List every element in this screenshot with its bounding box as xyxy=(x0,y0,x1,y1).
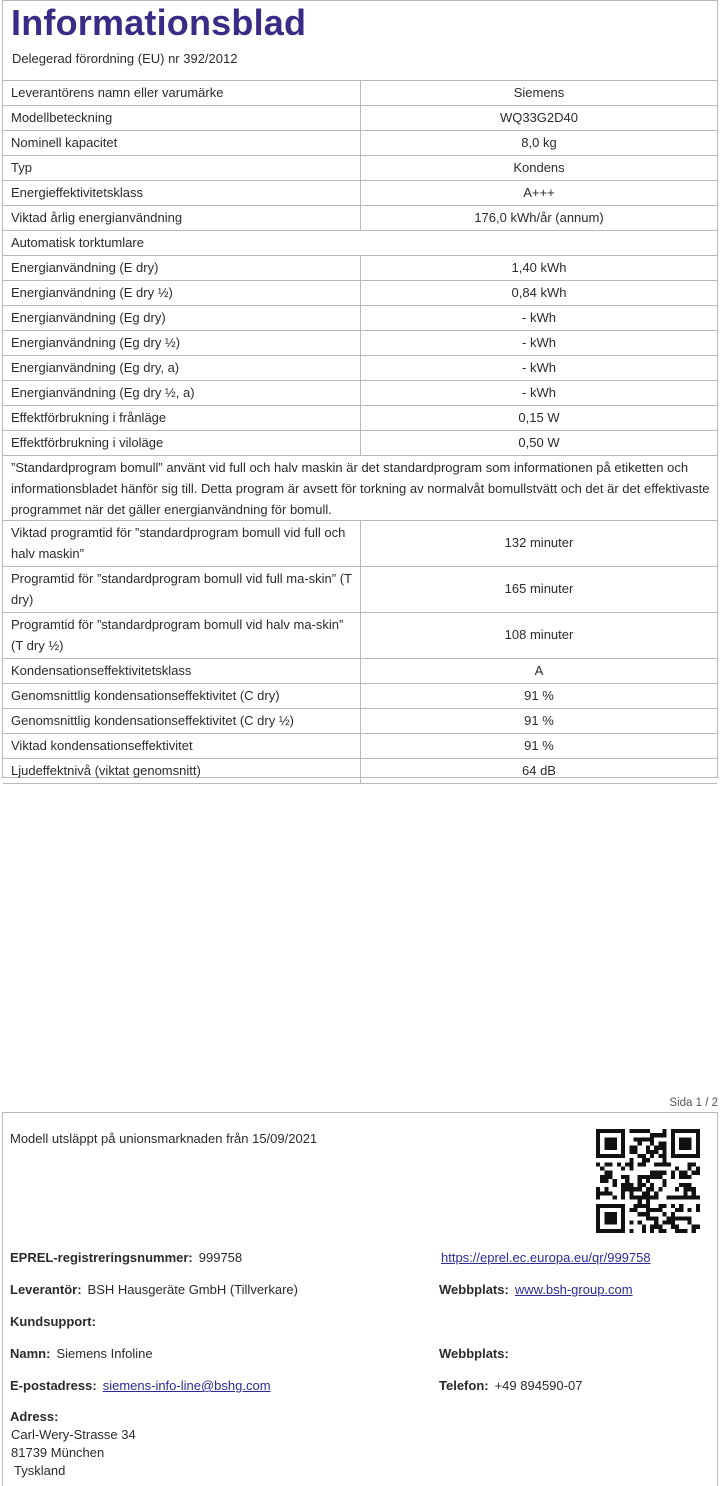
row-value: 0,84 kWh xyxy=(361,281,718,306)
regulation-subtitle: Delegerad förordning (EU) nr 392/2012 xyxy=(12,51,238,66)
phone-row xyxy=(439,1378,582,1393)
phone-number: +49 894590-07 xyxy=(494,1378,583,1393)
row-value: 64 dB xyxy=(361,759,718,784)
table-row xyxy=(3,709,717,734)
row-value: 91 % xyxy=(361,709,718,734)
table-row xyxy=(3,156,717,181)
row-label: Energianvändning (E dry ½) xyxy=(3,281,361,306)
supplier-name: BSH Hausgeräte GmbH (Tillverkare) xyxy=(87,1282,298,1297)
row-label: Energianvändning (Eg dry ½) xyxy=(3,331,361,356)
support-website-label: Webbplats: xyxy=(439,1346,509,1361)
row-value: 132 minuter xyxy=(361,521,718,567)
row-label: Energieffektivitetsklass xyxy=(3,181,361,206)
row-value: 176,0 kWh/år (annum) xyxy=(361,206,718,231)
row-value: - kWh xyxy=(361,381,718,406)
table-row xyxy=(3,356,717,381)
row-value: 0,50 W xyxy=(361,431,718,456)
row-label: Energianvändning (Eg dry, a) xyxy=(3,356,361,381)
row-value: 8,0 kg xyxy=(361,131,718,156)
page-title: Informationsblad xyxy=(11,2,307,43)
table-row xyxy=(3,131,717,156)
row-value: 165 minuter xyxy=(361,567,718,613)
release-date: Modell utsläppt på unionsmarknaden från 15/09/2021 xyxy=(10,1131,318,1146)
eprel-link[interactable]: https://eprel.ec.europa.eu/qr/999758 xyxy=(441,1250,651,1265)
address-country: Tyskland xyxy=(14,1463,66,1478)
row-value: - kWh xyxy=(361,356,718,381)
support-name-row xyxy=(10,1346,153,1361)
table-row xyxy=(3,613,717,659)
row-value: 91 % xyxy=(361,734,718,759)
spec-table xyxy=(3,80,717,784)
email-row xyxy=(10,1378,271,1393)
table-row xyxy=(3,106,717,131)
table-row xyxy=(3,567,717,613)
address-label: Adress: xyxy=(10,1409,59,1424)
footer-panel xyxy=(2,1112,718,1486)
phone-label: Telefon: xyxy=(439,1378,489,1393)
support-name: Siemens Infoline xyxy=(56,1346,153,1361)
row-label: Effektförbrukning i frånläge xyxy=(3,406,361,431)
row-label: Genomsnittlig kondensationseffektivitet (C dry ½) xyxy=(3,709,361,734)
table-row xyxy=(3,81,717,106)
row-label: Modellbeteckning xyxy=(3,106,361,131)
support-heading: Kundsupport: xyxy=(10,1314,96,1329)
table-row xyxy=(3,306,717,331)
table-row xyxy=(3,659,717,684)
row-value: 91 % xyxy=(361,684,718,709)
table-row xyxy=(3,381,717,406)
row-label: Ljudeffektnivå (viktat genomsnitt) xyxy=(3,759,361,784)
row-value: WQ33G2D40 xyxy=(361,106,718,131)
eprel-row xyxy=(10,1250,242,1265)
table-row xyxy=(3,206,717,231)
table-row xyxy=(3,181,717,206)
row-label: Viktad programtid för ”standardprogram bomull vid full och halv maskin” xyxy=(3,521,361,567)
row-label: Energianvändning (E dry) xyxy=(3,256,361,281)
row-label: Typ xyxy=(3,156,361,181)
table-row xyxy=(3,456,717,521)
table-row xyxy=(3,406,717,431)
qr-code-icon xyxy=(596,1129,700,1233)
website-row xyxy=(439,1282,633,1297)
row-value: 108 minuter xyxy=(361,613,718,659)
row-label: Viktad årlig energianvändning xyxy=(3,206,361,231)
row-label: Programtid för ”standardprogram bomull vid halv ma-skin” (T dry ½) xyxy=(3,613,361,659)
row-value: - kWh xyxy=(361,331,718,356)
website-label: Webbplats: xyxy=(439,1282,509,1297)
row-label: Leverantörens namn eller varumärke xyxy=(3,81,361,106)
supplier-row xyxy=(10,1282,298,1297)
row-label: Energianvändning (Eg dry ½, a) xyxy=(3,381,361,406)
table-row xyxy=(3,256,717,281)
row-label: Viktad kondensationseffektivitet xyxy=(3,734,361,759)
email-label: E-postadress: xyxy=(10,1378,97,1393)
row-value: Kondens xyxy=(361,156,718,181)
row-label: Effektförbrukning i viloläge xyxy=(3,431,361,456)
website-link[interactable]: www.bsh-group.com xyxy=(514,1282,633,1297)
table-row xyxy=(3,431,717,456)
table-row xyxy=(3,281,717,306)
row-label: Kondensationseffektivitetsklass xyxy=(3,659,361,684)
table-row xyxy=(3,231,717,256)
eprel-label: EPREL-registreringsnummer: xyxy=(10,1250,193,1265)
table-row xyxy=(3,734,717,759)
row-value: A+++ xyxy=(361,181,718,206)
table-row xyxy=(3,684,717,709)
row-label: Nominell kapacitet xyxy=(3,131,361,156)
support-website-row xyxy=(439,1346,515,1361)
table-row xyxy=(3,759,717,784)
table-row xyxy=(3,331,717,356)
row-value: A xyxy=(361,659,718,684)
email-link[interactable]: siemens-info-line@bshg.com xyxy=(102,1378,271,1393)
address-street: Carl-Wery-Strasse 34 xyxy=(11,1427,136,1442)
row-value: Siemens xyxy=(361,81,718,106)
standard-program-note: ”Standardprogram bomull” använt vid full och halv maskin är det standardprogram som informationen på etiketten och informationsbladet hänför sig till. Detta program är avsett för torkning av normalvåt bomullstvätt och det är det effektivaste programmet när det gäller energianvändning för bomull. xyxy=(3,456,717,521)
page-number: Sida 1 / 2 xyxy=(669,1097,718,1109)
row-value: 1,40 kWh xyxy=(361,256,718,281)
row-label: Genomsnittlig kondensationseffektivitet (C dry) xyxy=(3,684,361,709)
address-city: 81739 München xyxy=(11,1445,105,1460)
address-block xyxy=(10,1408,136,1480)
support-name-label: Namn: xyxy=(10,1346,51,1361)
info-sheet xyxy=(2,0,718,778)
row-value: - kWh xyxy=(361,306,718,331)
eprel-number: 999758 xyxy=(198,1250,243,1265)
row-value: 0,15 W xyxy=(361,406,718,431)
supplier-label: Leverantör: xyxy=(10,1282,82,1297)
row-label: Programtid för ”standardprogram bomull vid full ma-skin” (T dry) xyxy=(3,567,361,613)
row-label: Energianvändning (Eg dry) xyxy=(3,306,361,331)
table-row xyxy=(3,521,717,567)
row-label: Automatisk torktumlare xyxy=(3,231,717,256)
